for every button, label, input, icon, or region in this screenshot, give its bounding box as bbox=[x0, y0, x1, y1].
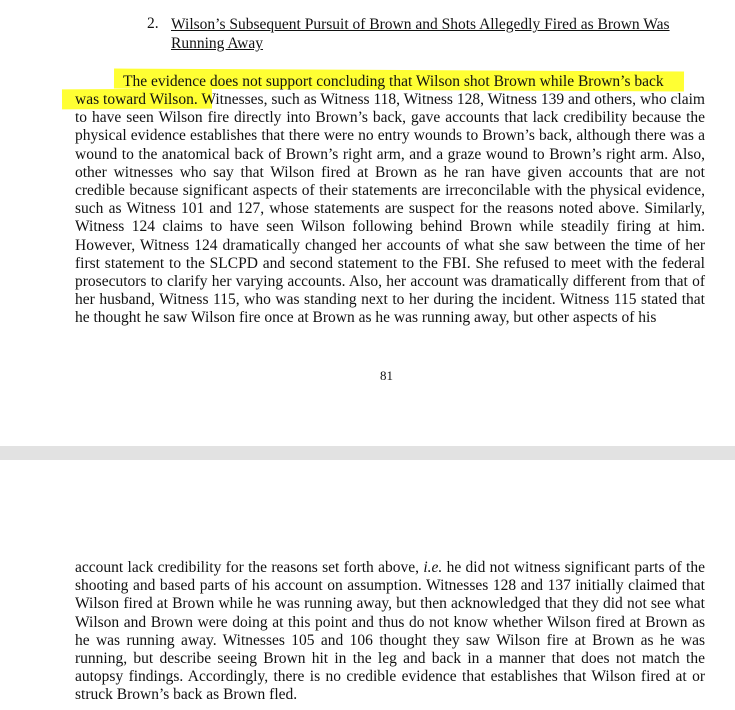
body-paragraph-upper bbox=[75, 91, 705, 328]
body-paragraph-lower bbox=[75, 559, 705, 705]
section-heading: Wilson’s Subsequent Pursuit of Brown and Shots Allegedly Fired as Brown Was Running Away bbox=[171, 16, 670, 52]
page-number: 81 bbox=[380, 368, 393, 383]
page-separator bbox=[0, 446, 735, 460]
paragraph-text-start: account lack credibility for the reasons set forth above, bbox=[75, 559, 424, 576]
italic-abbreviation: i.e. bbox=[423, 559, 443, 576]
highlighted-sentence-line-1: The evidence does not support concluding that Wilson shot Brown while Brown’s back bbox=[123, 73, 664, 90]
paragraph-text-end: he did not witness significant parts of the shooting and based parts of his account on assumption. Witnesses 128 and 137 initially claimed that Wilson fired at Brown while he was running away, but then acknowledged that they did not see what Wilson and Brown were doing at this point and thus do not know whether Wilson fired at Brown as he was running away. Witnesses 105 and 106 thought they saw Wilson fire at Brown as he was running, but describe seeing Brown hit in the leg and back in a manner that does not match the autopsy findings. Accordingly, there is no credible evidence that establishes that Wilson fired at or struck Brown’s back as Brown fled. bbox=[75, 559, 705, 704]
highlighted-sentence-line-2: was toward Wilson. bbox=[75, 91, 198, 108]
section-number: 2. bbox=[147, 15, 159, 32]
document-page-lower bbox=[0, 460, 735, 710]
paragraph-text: Witnesses, such as Witness 118, Witness 128, Witness 139 and others, who claim to have seen Wilson fire directly into Brown’s back, gave accounts that lack credibility because the physical evidence establishes that there were no entry wounds to Brown’s back, although there was a wound to the anatomical back of Brown’s right arm, and a graze wound to Brown’s right arm. Also, other witnesses who say that Wilson fired at Brown as he ran have given accounts that are not credible because significant aspects of their statements are irreconcilable with the physical evidence, such as Witness 101 and 127, whose statements are suspect for the reasons noted above. Similarly, Witness 124 claims to have seen Wilson following behind Brown while steadily firing at him. However, Witness 124 dramatically changed her accounts of what she saw between the time of her first statement to the SLCPD and second statement to the FBI. She refused to meet with the federal prosecutors to clarify her varying accounts. Also, her account was dramatically different from that of her husband, Witness 115, who was standing next to her during the incident. Witness 115 stated that he thought he saw Wilson fire once at Brown as he was running away, but other aspects of his bbox=[75, 91, 705, 327]
